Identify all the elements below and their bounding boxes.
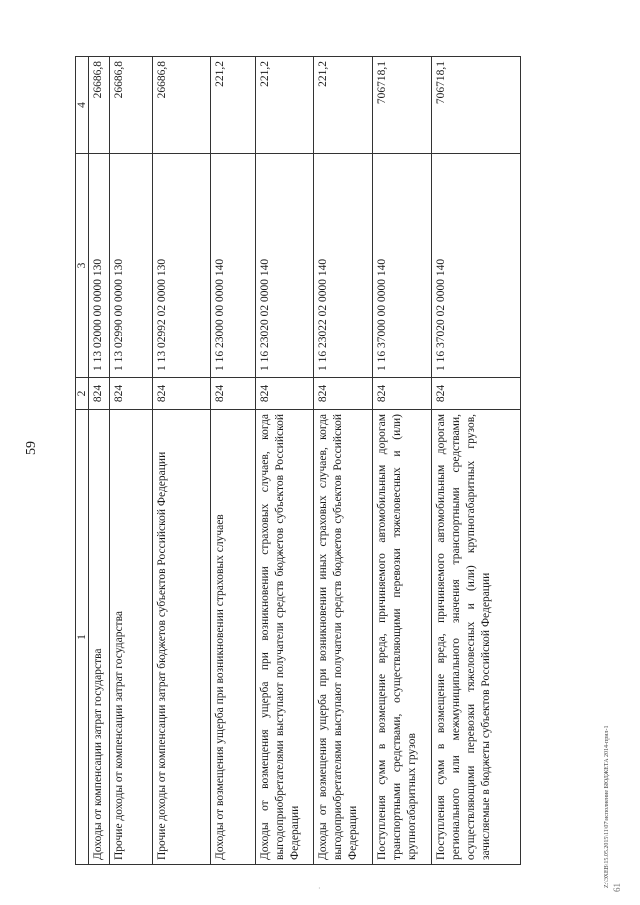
row-name: Доходы от возмещения ущерба при возникновении иных страховых случаев, когда выгодоприобретателями выступают получатели средств бюджетов субъектов Российской Федерации: [314, 410, 373, 865]
row-code: 1 13 02990 00 0000 130: [110, 154, 153, 378]
row-amount: 221,2: [314, 57, 373, 154]
row-name: Доходы от возмещения ущерба при возникновении страховых случаев: [211, 410, 256, 865]
table-row: [110, 57, 153, 865]
row-code: 1 13 02992 02 0000 130: [153, 154, 211, 378]
footer-file-path: Z:\ЭХЕВ\15.05.2015\11\07\исполнение БЮДЖЕТА 2014-прил-1: [604, 725, 610, 888]
row-name: Поступления сумм в возмещение вреда, причиняемого автомобильным дорогам транспортными средствами, осуществляющими перевозки тяжеловесных и (или) крупногабаритных грузов: [373, 410, 432, 865]
row-chapter: 824: [153, 378, 211, 410]
row-code: 1 16 37000 00 0000 140: [373, 154, 432, 378]
row-chapter: 824: [211, 378, 256, 410]
row-amount: 26686,8: [110, 57, 153, 154]
table-row: [314, 57, 373, 865]
row-chapter: 824: [432, 378, 521, 410]
row-amount: 706718,1: [373, 57, 432, 154]
row-chapter: 824: [89, 378, 110, 410]
table-row: [432, 57, 521, 865]
margin-mark: 61: [612, 883, 622, 892]
row-chapter: 824: [373, 378, 432, 410]
table-row: [89, 57, 110, 865]
header-col-4: 4: [76, 57, 89, 154]
row-code: 1 16 23020 02 0000 140: [256, 154, 314, 378]
row-chapter: 824: [256, 378, 314, 410]
page-number: 59: [24, 441, 39, 455]
row-amount: 706718,1: [432, 57, 521, 154]
row-name: Доходы от возмещения ущерба при возникновении страховых случаев, когда выгодоприобретателями выступают получатели средств бюджетов субъектов Российской Федерации: [256, 410, 314, 865]
row-code: 1 16 23000 00 0000 140: [211, 154, 256, 378]
header-col-3: 3: [76, 154, 89, 378]
row-code: 1 16 23022 02 0000 140: [314, 154, 373, 378]
table-row: [373, 57, 432, 865]
table-header-row: [76, 57, 89, 865]
table-row: [211, 57, 256, 865]
row-amount: 221,2: [211, 57, 256, 154]
row-amount: 26686,8: [153, 57, 211, 154]
table-row: [256, 57, 314, 865]
row-name: Поступления сумм в возмещение вреда, причиняемого автомобильным дорогам регионального или межмуниципального значения транспортными средствами, осуществляющими перевозки тяжеловесных и (или) крупногабаритных грузов, зачисляемые в бюджеты субъектов Российской Федерации: [432, 410, 521, 865]
row-amount: 221,2: [256, 57, 314, 154]
row-name: Доходы от компенсации затрат государства: [89, 410, 110, 865]
row-name: Прочие доходы от компенсации затрат бюджетов субъектов Российской Федерации: [153, 410, 211, 865]
row-name: Прочие доходы от компенсации затрат государства: [110, 410, 153, 865]
row-chapter: 824: [110, 378, 153, 410]
rotated-table-frame: [75, 57, 575, 865]
header-col-1: 1: [76, 410, 89, 865]
row-code: 1 13 02000 00 0000 130: [89, 154, 110, 378]
header-col-2: 2: [76, 378, 89, 410]
scan-speck: ·: [318, 884, 321, 893]
row-code: 1 16 37020 02 0000 140: [432, 154, 521, 378]
row-amount: 26686,8: [89, 57, 110, 154]
table-row: [153, 57, 211, 865]
row-chapter: 824: [314, 378, 373, 410]
revenue-table: [75, 56, 521, 865]
